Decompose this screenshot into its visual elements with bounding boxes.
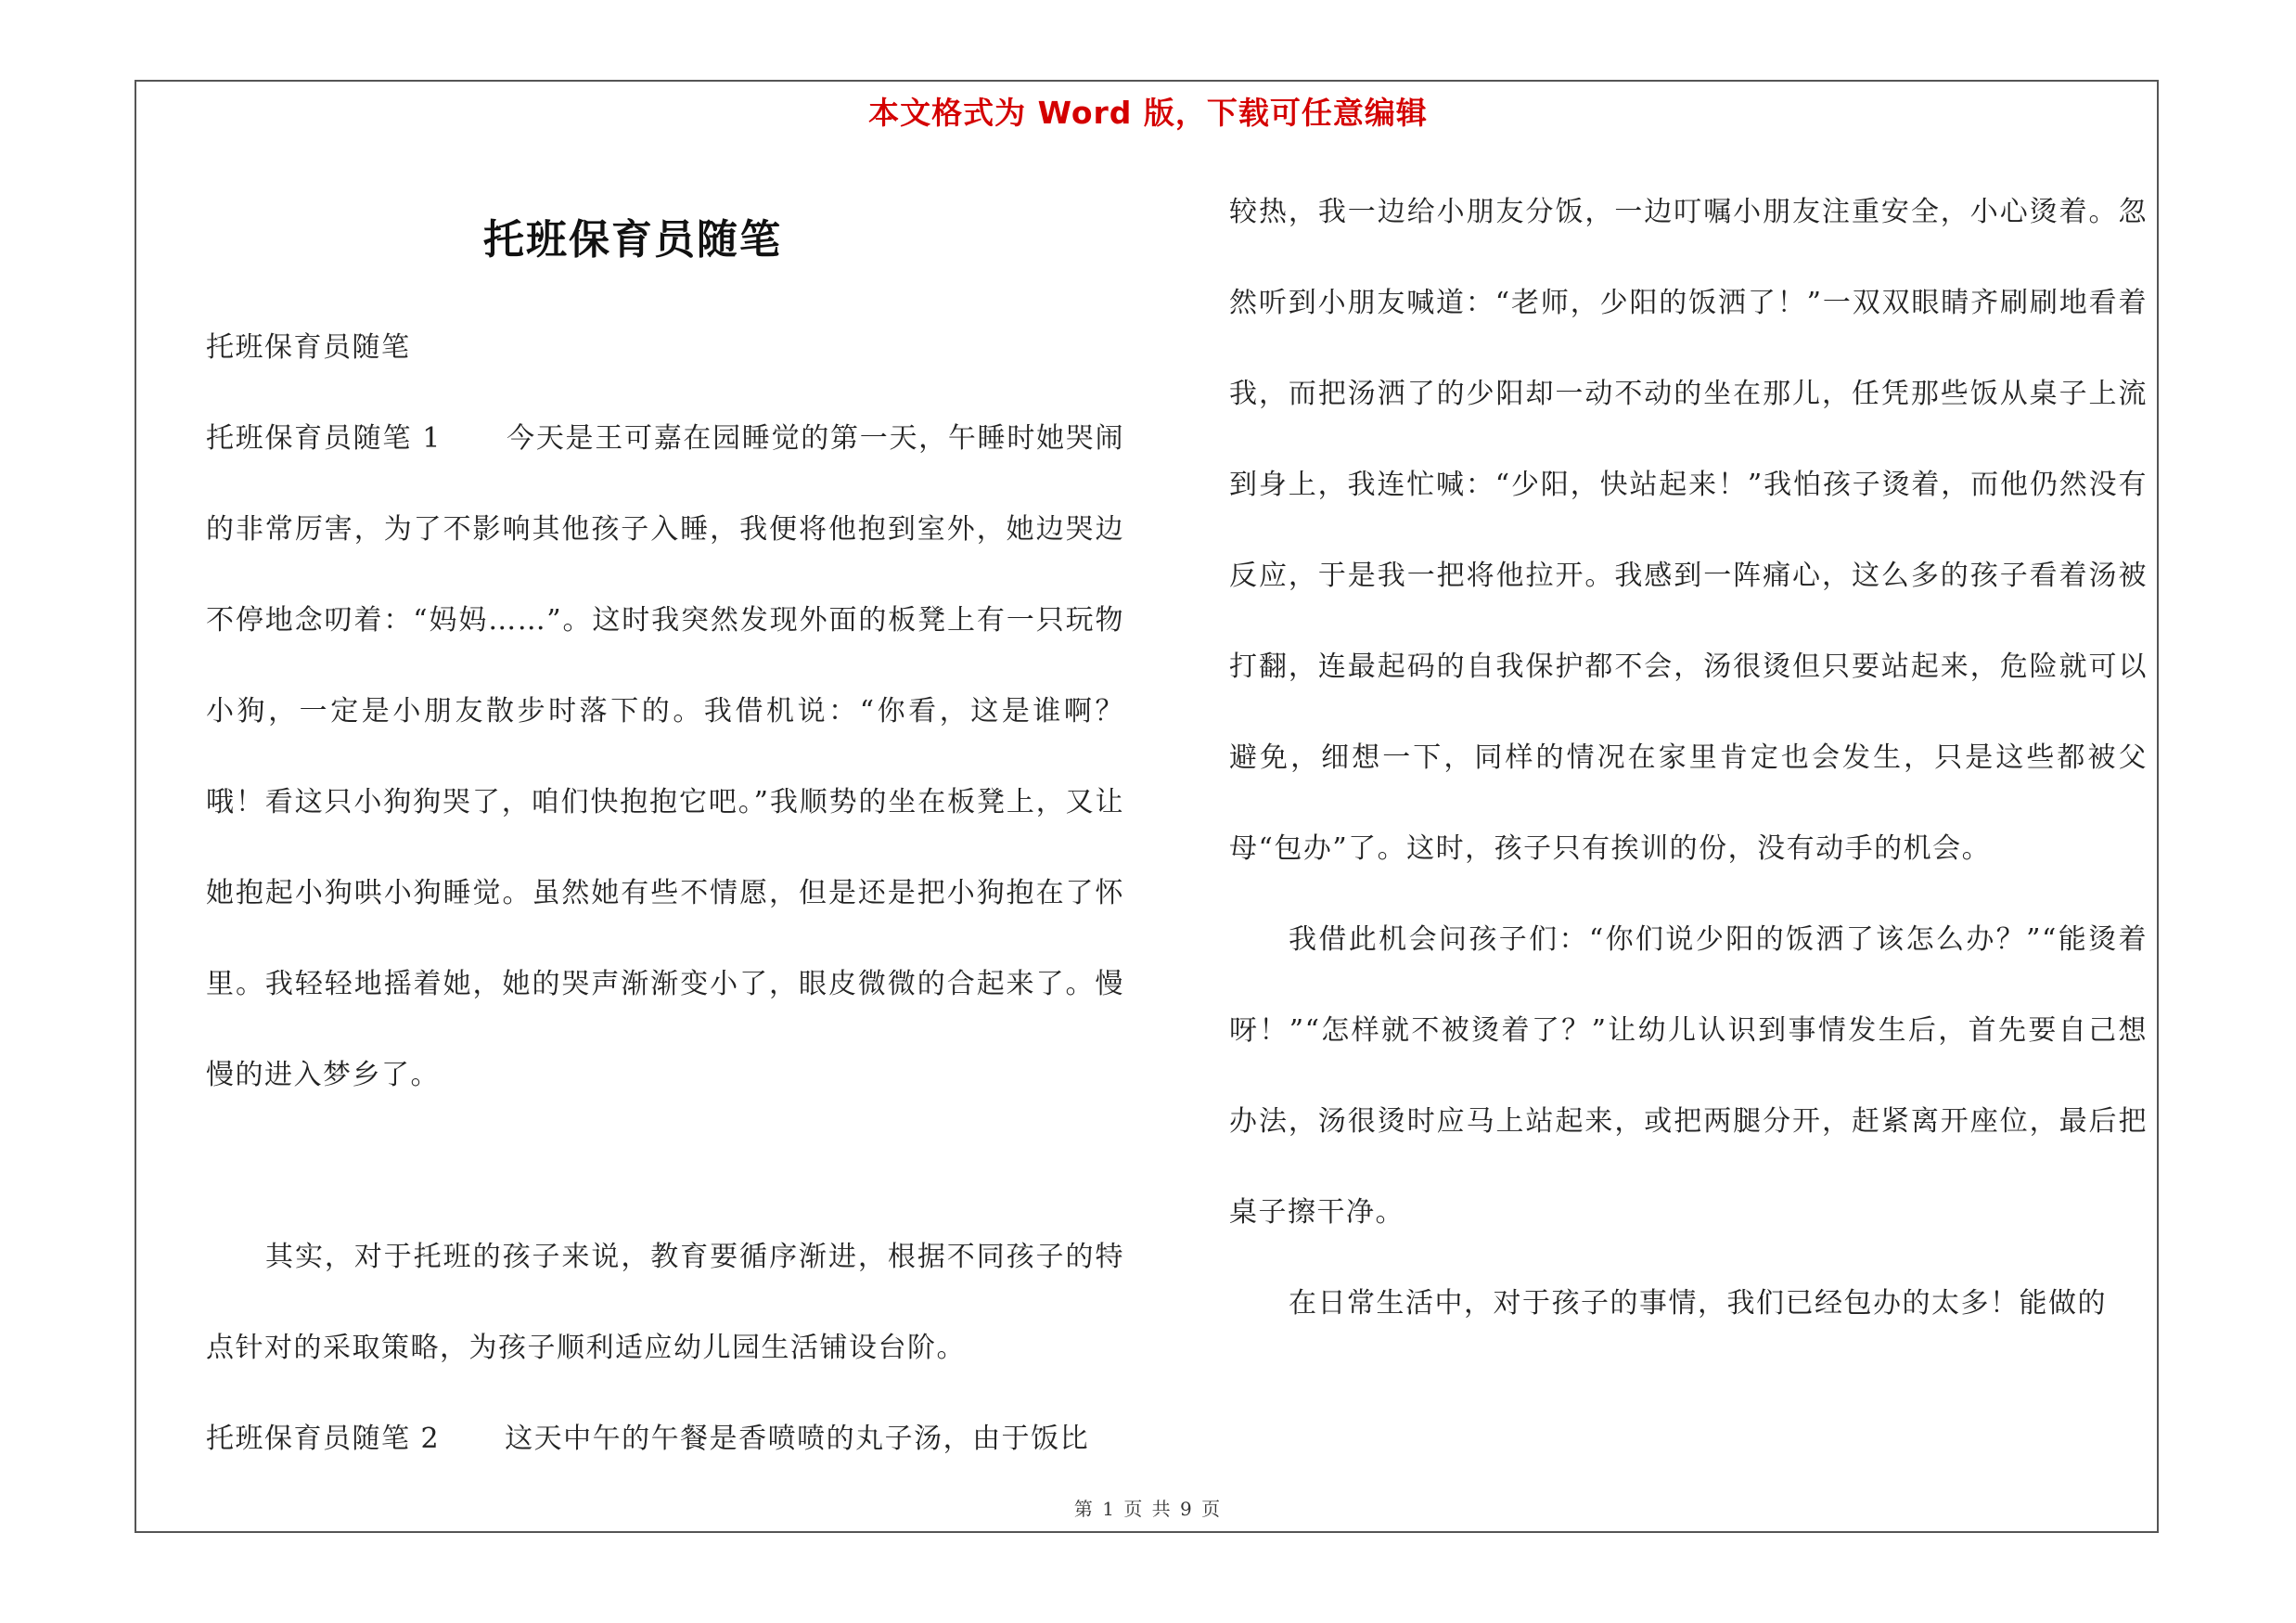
format-banner: 本文格式为 Word 版，下载可任意编辑 bbox=[868, 95, 1428, 131]
right-column bbox=[1229, 167, 2148, 1349]
essay-2-label: 托班保育员随笔 2 bbox=[206, 1423, 441, 1455]
page-number: 第 1 页 共 9 页 bbox=[1073, 1498, 1223, 1520]
essay-1-label: 托班保育员随笔 1 bbox=[206, 422, 442, 455]
essay-2-paragraph-2: 我借此机会问孩子们：“你们说少阳的饭洒了该怎么办？”“能烫着呀！”“怎样就不被烫着了？”让幼儿认识到事情发生后，首先要自己想办法，汤很烫时应马上站起来，或把两腿分开，赶紧离开座位，最后把桌子擦干净。 bbox=[1229, 923, 2148, 1229]
essay-2-text: 这天中午的午餐是香喷喷的丸子汤，由于饭比 bbox=[505, 1423, 1090, 1455]
subtitle: 托班保育员随笔 bbox=[206, 331, 411, 364]
essay-2-paragraph bbox=[206, 1394, 1124, 1485]
essay-2-continuation: 较热，我一边给小朋友分饭，一边叮嘱小朋友注重安全，小心烫着。忽然听到小朋友喊道：“老师，少阳的饭洒了！”一双双眼睛齐刷刷地看着我，而把汤洒了的少阳却一动不动的坐在那儿，任凭那些饭从桌子上流到身上，我连忙喊：“少阳，快站起来！”我怕孩子烫着，而他仍然没有反应，于是我一把将他拉开。我感到一阵痛心，这么多的孩子看着汤被打翻，连最起码的自我保护都不会，汤很烫但只要站起来，危险就可以避免，细想一下，同样的情况在家里肯定也会发生，只是这些都被父母“包办”了。这时，孩子只有挨训的份，没有动手的机会。 bbox=[1229, 196, 2148, 865]
left-column bbox=[206, 303, 1124, 1485]
essay-1-paragraph bbox=[206, 393, 1124, 1121]
essay-1-text: 今天是王可嘉在园睡觉的第一天，午睡时她哭闹的非常厉害，为了不影响其他孩子入睡，我便将他抱到室外，她边哭边不停地念叨着：“妈妈……”。这时我突然发现外面的板凳上有一只玩物小狗，一定是小朋友散步时落下的。我借机说：“你看，这是谁啊？哦！看这只小狗狗哭了，咱们快抱抱它吧。”我顺势的坐在板凳上，又让她抱起小狗哄小狗睡觉。虽然她有些不情愿，但是还是把小狗抱在了怀里。我轻轻地摇着她，她的哭声渐渐变小了，眼皮微微的合起来了。慢慢的进入梦乡了。 bbox=[206, 422, 1125, 1091]
essay-1-conclusion: 其实，对于托班的孩子来说，教育要循序渐进，根据不同孩子的特点针对的采取策略，为孩子顺利适应幼儿园生活铺设台阶。 bbox=[206, 1241, 1124, 1364]
essay-2-paragraph-3: 在日常生活中，对于孩子的事情，我们已经包办的太多！能做的 bbox=[1289, 1287, 2107, 1320]
paragraph-gap bbox=[206, 1121, 1124, 1212]
document-title: 托班保育员随笔 bbox=[483, 216, 782, 264]
